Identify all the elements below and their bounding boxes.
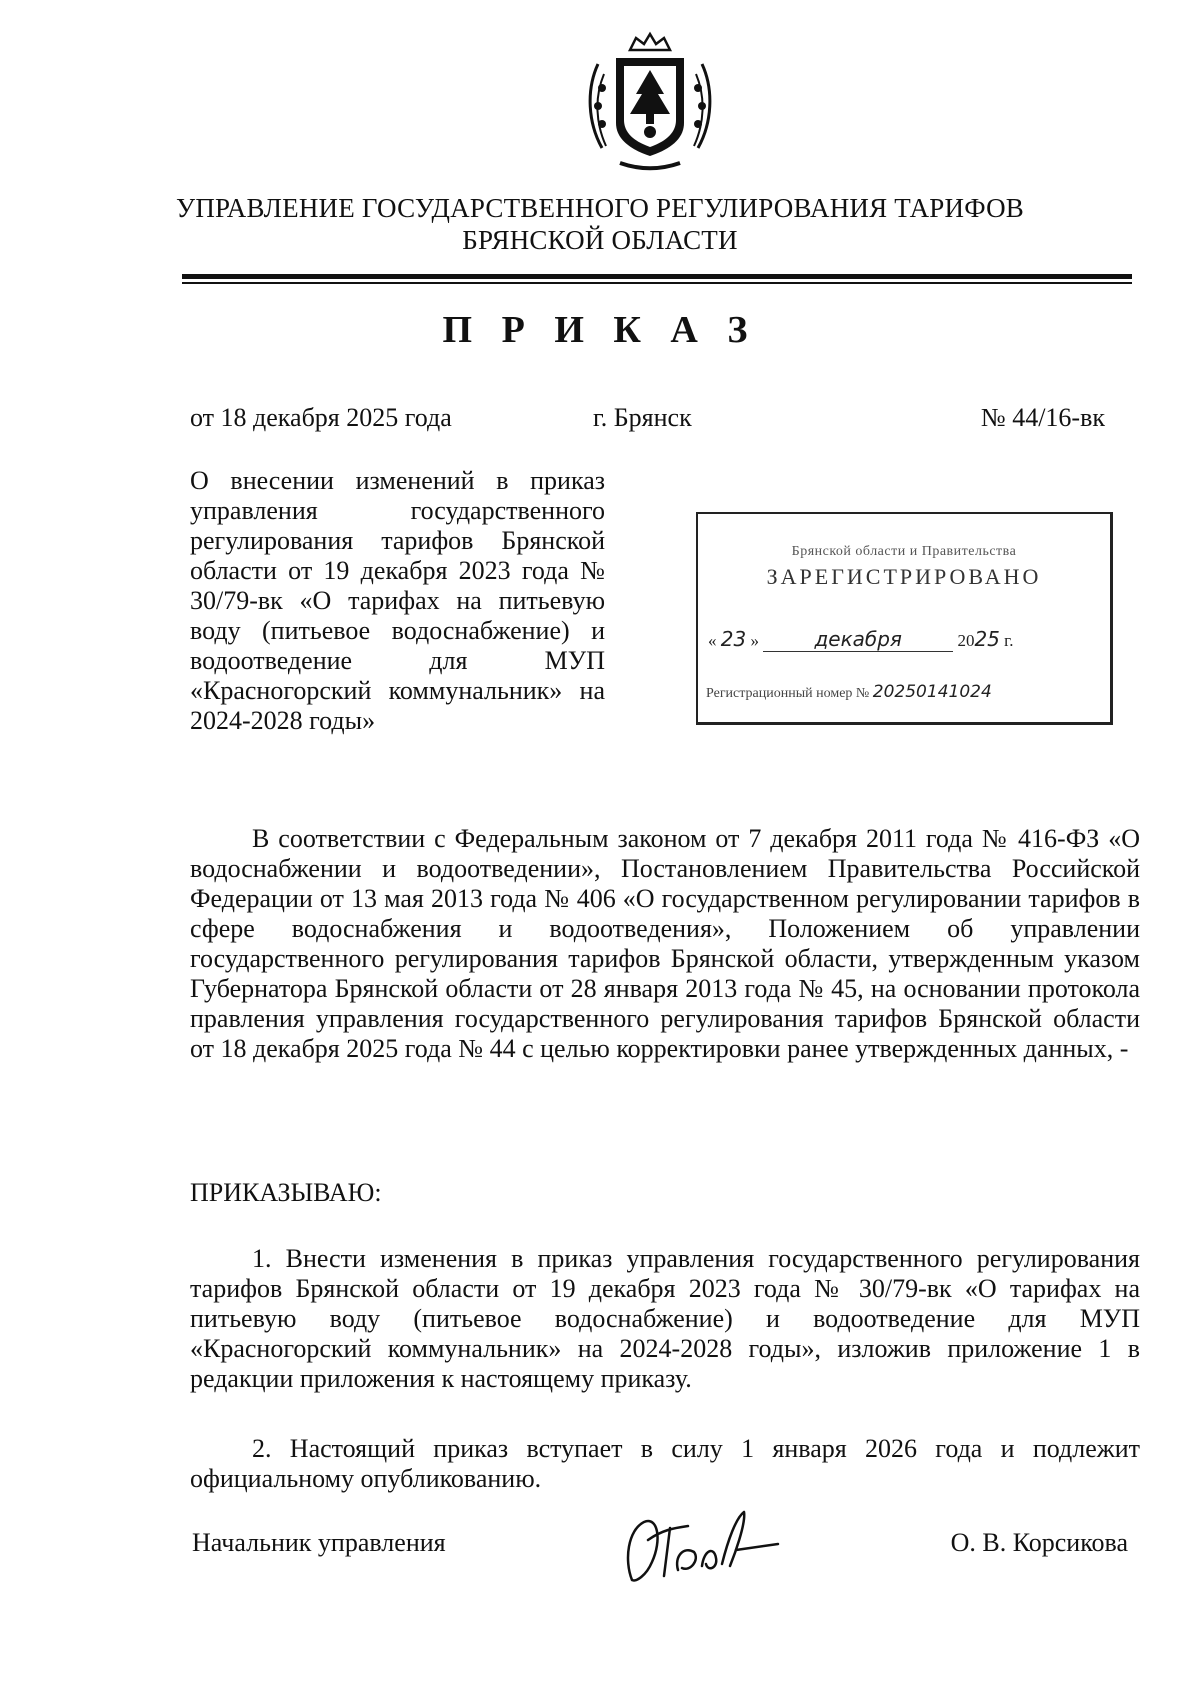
document-title: П Р И К А З (442, 309, 758, 351)
signatory-role: Начальник управления (192, 1528, 446, 1557)
organization-name-line2: БРЯНСКОЙ ОБЛАСТИ (462, 225, 738, 255)
stamp-registered-label: ЗАРЕГИСТРИРОВАНО (766, 564, 1042, 589)
stamp-registration-number (706, 682, 992, 702)
order-number: № 44/16-вк (980, 403, 1105, 432)
header-divider-thick (182, 274, 1132, 279)
order-word: ПРИКАЗЫВАЮ: (190, 1178, 382, 1207)
stamp-authority-line: Брянской области и Правительства (791, 544, 1017, 559)
stamp-reg-label: Регистрационный номер № (706, 686, 870, 701)
stamp-month: декабря (763, 627, 953, 652)
handwritten-signature (618, 1500, 788, 1590)
stamp-year-prefix: 20 (957, 631, 975, 650)
header-divider-thin (182, 282, 1132, 284)
stamp-year-suffix: 25 (974, 627, 1000, 651)
stamp-day: 23 (720, 627, 747, 651)
coat-of-arms-emblem (580, 28, 720, 178)
basis-paragraph: В соответствии с Федеральным законом от 7 декабря 2011 года № 416-ФЗ «О водоснабжении и водоотведении», Постановлением Правительства Российской Федерации от 13 мая 2013 года № 406 «О государственном регулировании тарифов в сфере водоснабжения и водоотведения», Положением об управлении государственного регулирования тарифов Брянской области, утвержденным указом Губернатора Брянской области от 28 января 2013 года № 45, на основании протокола правления управления государственного регулирования тарифов Брянской области от 18 декабря 2025 года № 44 с целью корректировки ранее утвержденных данных, - (190, 824, 1140, 1063)
stamp-year-unit: г. (1004, 631, 1014, 650)
organization-name-line1: УПРАВЛЕНИЕ ГОСУДАРСТВЕННОГО РЕГУЛИРОВАНИЯ ТАРИФОВ (176, 193, 1024, 223)
registration-stamp (696, 512, 1113, 725)
order-city: г. Брянск (593, 403, 692, 432)
order-item-1: 1. Внести изменения в приказ управления государственного регулирования тарифов Брянской области от 19 декабря 2023 года № 30/79-вк «О тарифах на питьевую воду (питьевое водоснабжение) и водоотведение для МУП «Красногорский коммунальник» на 2024-2028 годы», изложив приложение 1 в редакции приложения к настоящему приказу. (190, 1244, 1140, 1393)
signatory-name: О. В. Корсикова (950, 1528, 1128, 1557)
order-date: от 18 декабря 2025 года (190, 403, 452, 432)
stamp-reg-number: 20250141024 (872, 682, 992, 702)
stamp-date: « 23 » декабря 2025 г. (708, 627, 1014, 651)
order-item-2: 2. Настоящий приказ вступает в силу 1 января 2026 года и подлежит официальному опубликованию. (190, 1434, 1140, 1493)
organization-header (150, 192, 1050, 256)
order-subject: О внесении изменений в приказ управления государственного регулирования тарифов Брянской области от 19 декабря 2023 года № 30/79-вк «О тарифах на питьевую воду (питьевое водоснабжение) и водоотведение для МУП «Красногорский коммунальник» на 2024-2028 годы» (190, 466, 605, 735)
